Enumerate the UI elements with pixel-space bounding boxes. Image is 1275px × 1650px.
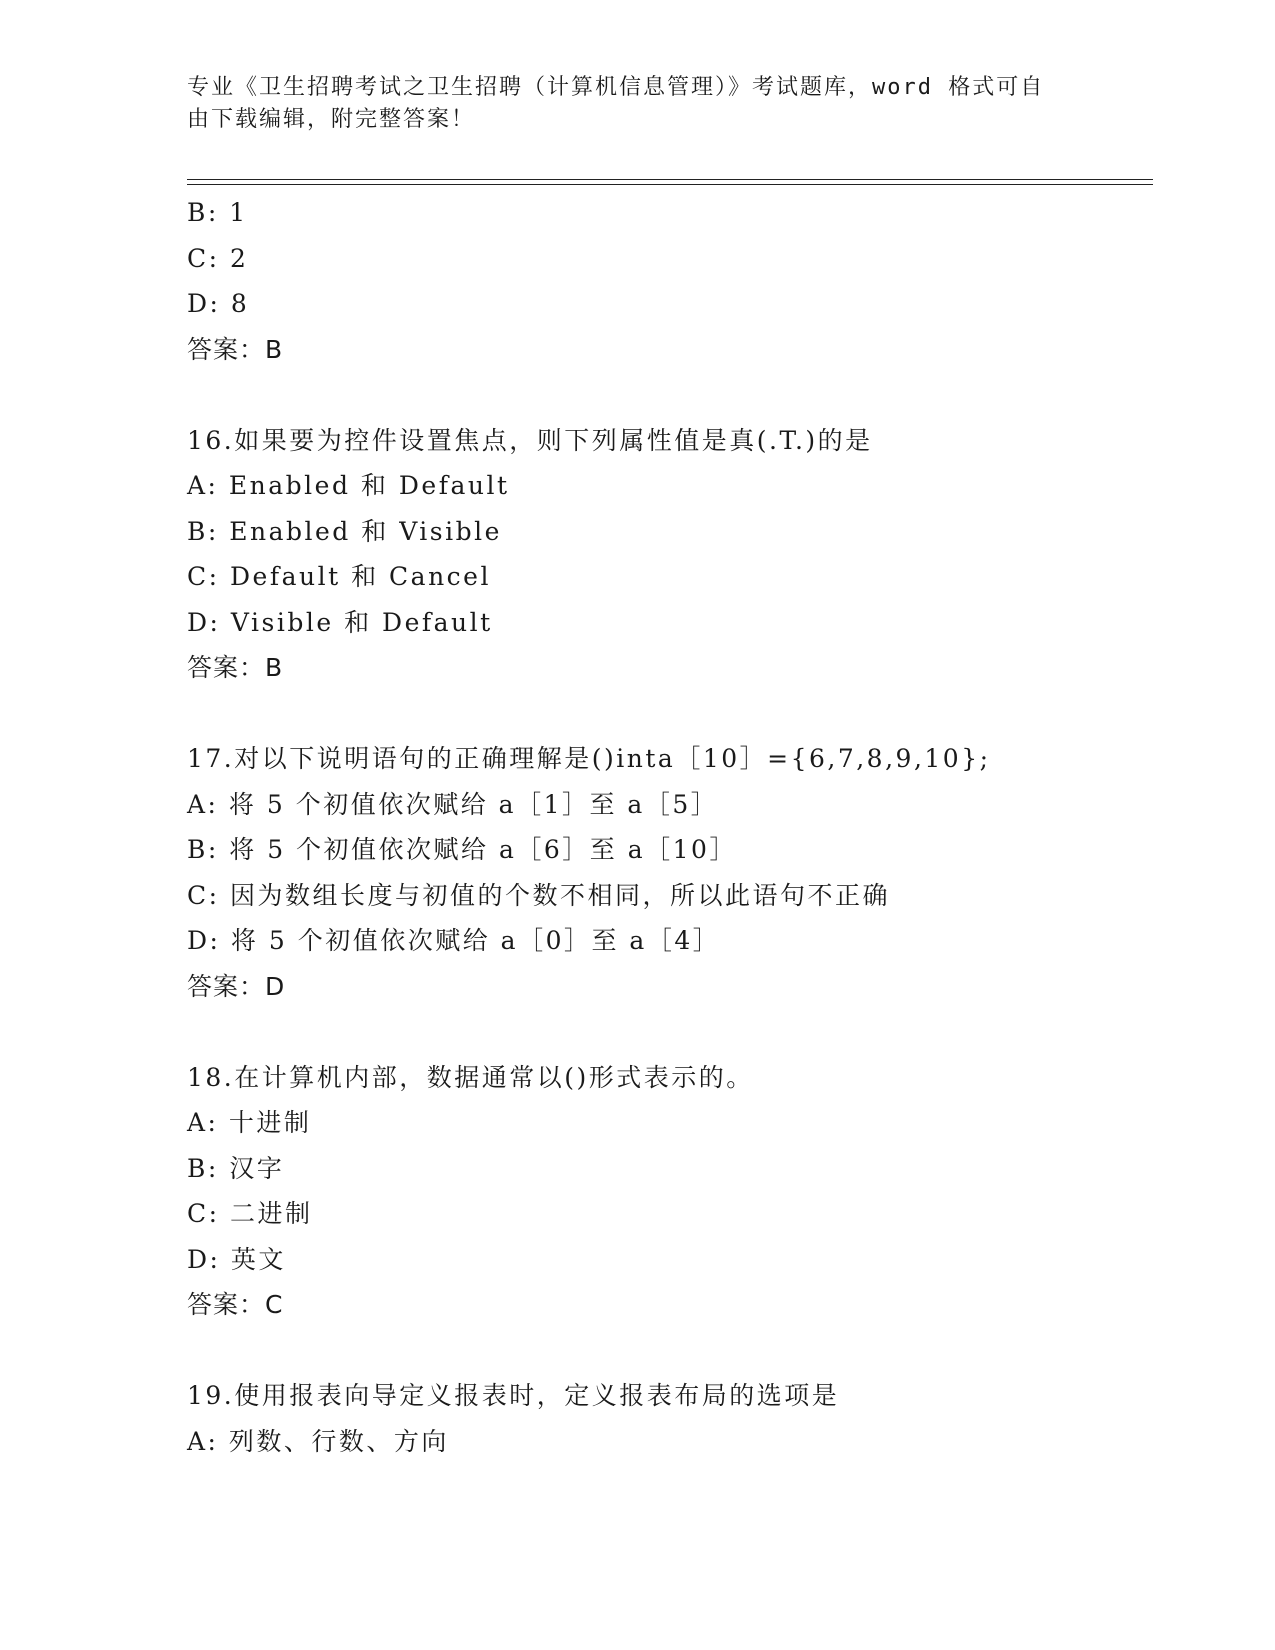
header-divider-bottom xyxy=(187,184,1153,185)
option-c: C: 因为数组长度与初值的个数不相同，所以此语句不正确 xyxy=(187,880,891,910)
option-a: A: 列数、行数、方向 xyxy=(187,1426,449,1456)
question-19 xyxy=(187,1373,1147,1464)
question-list xyxy=(187,190,1147,1464)
option-d: D: Visible 和 Default xyxy=(187,607,493,637)
header-line-2: 由下载编辑，附完整答案！ xyxy=(187,107,476,132)
option-b: B: 将 5 个初值依次赋给 a［6］至 a［10］ xyxy=(187,835,737,864)
option-b: B: 1 xyxy=(187,198,248,227)
option-b: B: Enabled 和 Visible xyxy=(187,516,502,546)
question-16 xyxy=(187,418,1147,691)
answer: 答案：D xyxy=(187,971,286,1001)
answer: 答案：B xyxy=(187,334,284,364)
question-text: 17.对以下说明语句的正确理解是()inta［10］={6,7,8,9,10}; xyxy=(187,744,991,773)
option-d: D: 英文 xyxy=(187,1244,286,1274)
option-d: D: 8 xyxy=(187,289,250,318)
option-c: C: Default 和 Cancel xyxy=(187,562,491,591)
option-a: A: 将 5 个初值依次赋给 a［1］至 a［5］ xyxy=(187,789,719,819)
document-header xyxy=(187,72,1087,136)
option-a: A: 十进制 xyxy=(187,1108,312,1137)
question-18 xyxy=(187,1055,1147,1328)
header-divider-top xyxy=(187,179,1153,180)
option-c: C: 二进制 xyxy=(187,1199,313,1228)
question-17 xyxy=(187,736,1147,1009)
question-text: 16.如果要为控件设置焦点，则下列属性值是真(.T.)的是 xyxy=(187,425,873,455)
option-c: C: 2 xyxy=(187,243,249,273)
option-d: D: 将 5 个初值依次赋给 a［0］至 a［4］ xyxy=(187,926,721,955)
option-a: A: Enabled 和 Default xyxy=(187,471,510,500)
question-15 xyxy=(187,190,1147,372)
answer: 答案：B xyxy=(187,653,284,682)
option-b: B: 汉字 xyxy=(187,1153,285,1183)
header-line-1: 专业《卫生招聘考试之卫生招聘（计算机信息管理）》考试题库，word 格式可自 xyxy=(187,75,1045,100)
question-text: 18.在计算机内部，数据通常以()形式表示的。 xyxy=(187,1062,754,1092)
question-text: 19.使用报表向导定义报表时，定义报表布局的选项是 xyxy=(187,1381,840,1410)
answer: 答案：C xyxy=(187,1290,284,1319)
